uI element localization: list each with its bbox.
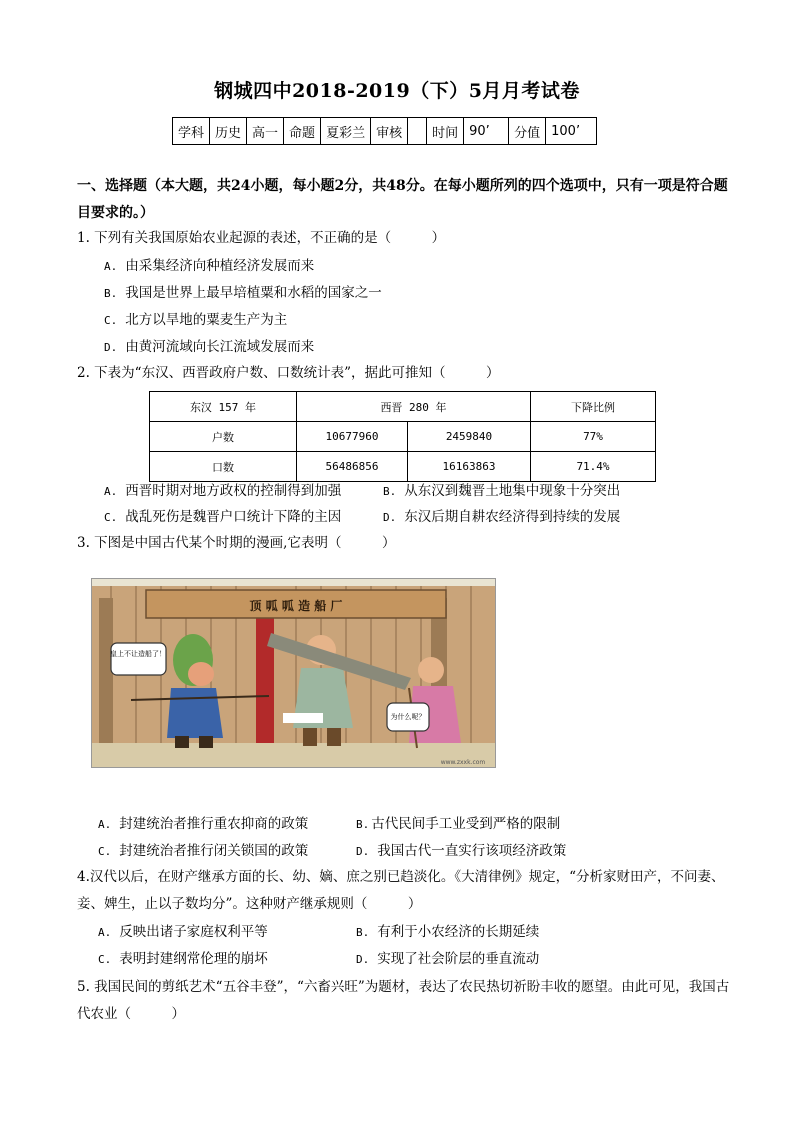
info-cell-empty [408,118,427,145]
table-row [150,452,656,482]
option-text: 我国古代一直实行该项经济政策 [377,843,567,859]
info-cell: 命题 [284,118,321,145]
question-2-option-a[interactable] [104,481,341,502]
question-3-option-d[interactable] [356,841,566,862]
exam-info-table [172,117,597,145]
option-text: 封建统治者推行闭关锁国的政策 [119,843,309,859]
option-text: 表明封建纲常伦理的崩坏 [119,951,268,967]
info-cell: 历史 [210,118,247,145]
option-letter: A. [104,260,118,273]
question-1-option-c[interactable] [104,310,287,331]
option-letter: C. [104,314,118,327]
population-table [149,391,656,482]
question-1-option-a[interactable] [104,256,314,277]
option-letter: C. [98,845,112,858]
option-letter: B. [356,818,370,831]
option-letter: D. [104,341,118,354]
table-cell: 10677960 [297,422,408,452]
question-5-stem: 5. 我国民间的剪纸艺术“五谷丰登”，“六畜兴旺”为题材，表达了农民热切祈盼丰收的愿望。由此可见，我国古代农业（ ） [77,979,730,1022]
question-4-stem: 4.汉代以后，在财产继承方面的长、幼、嫡、庶之别已趋淡化。《大清律例》规定，“分析家财田产，不问妻、妾、婢生，止以子数均分”。这种财产继承规则（ ） [77,869,725,912]
option-letter: B. [383,485,397,498]
question-3-option-b[interactable] [356,814,560,835]
table-cell: 户数 [150,422,297,452]
info-cell: 审核 [371,118,408,145]
cartoon-illustration [91,578,496,768]
option-text: 反映出诸子家庭权利平等 [119,924,268,940]
option-text: 北方以旱地的粟麦生产为主 [125,312,288,328]
option-letter: B. [356,926,370,939]
table-cell: 77% [531,422,656,452]
option-letter: C. [98,953,112,966]
info-cell: 100’ [546,118,597,145]
cartoon-image [91,578,496,768]
option-text: 东汉后期自耕农经济得到持续的发展 [404,509,621,525]
cartoon-watermark: www.zxxk.com [440,759,486,766]
table-cell: 56486856 [297,452,408,482]
table-cell: 口数 [150,452,297,482]
option-text: 由采集经济向种植经济发展而来 [125,258,315,274]
option-letter: D. [383,511,397,524]
question-3-option-c[interactable] [98,841,308,862]
option-text: 我国是世界上最早培植粟和水稻的国家之一 [125,285,382,301]
cartoon-sign-text: 顶 呱 呱 造 船 厂 [249,599,343,613]
option-text: 有利于小农经济的长期延续 [377,924,540,940]
table-row [150,422,656,452]
question-1-option-b[interactable] [104,283,382,304]
option-letter: D. [356,953,370,966]
question-2-stem: 2. 下表为“东汉、西晋政府户数、口数统计表”，据此可推知（ ） [77,365,500,381]
option-text: 由黄河流域向长江流域发展而来 [125,339,315,355]
question-1-stem: 1. 下列有关我国原始农业起源的表述，不正确的是（ ） [77,230,446,246]
option-letter: B. [104,287,118,300]
table-cell: 16163863 [408,452,531,482]
section-heading: 一、选择题（本大题，共24小题，每小题2分，共48分。在每小题所列的四个选项中，只有一项是符合题目要求的。） [77,178,728,221]
option-letter: C. [104,511,118,524]
option-text: 战乱死伤是魏晋户口统计下降的主因 [125,509,342,525]
table-header-cell: 东汉 157 年 [150,392,297,422]
question-3-option-a[interactable] [98,814,308,835]
table-cell: 71.4% [531,452,656,482]
option-text: 实现了社会阶层的垂直流动 [377,951,540,967]
info-cell: 分值 [509,118,546,145]
option-letter: A. [98,818,112,831]
question-1-option-d[interactable] [104,337,314,358]
info-cell: 学科 [173,118,210,145]
info-cell: 时间 [427,118,464,145]
table-header-cell: 西晋 280 年 [297,392,531,422]
exam-title: 钢城四中2018-2019（下）5月月考试卷 [214,80,580,102]
question-3-stem: 3. 下图是中国古代某个时期的漫画,它表明（ ） [77,535,396,551]
question-4-option-d[interactable] [356,949,539,970]
question-2-option-d[interactable] [383,507,620,528]
option-letter: A. [98,926,112,939]
question-4-option-c[interactable] [98,949,268,970]
option-text: 西晋时期对地方政权的控制得到加强 [125,483,342,499]
question-4-option-b[interactable] [356,922,539,943]
info-cell: 90’ [464,118,509,145]
question-2-option-b[interactable] [383,481,620,502]
table-cell: 2459840 [408,422,531,452]
cartoon-bubble-right: 为什么呢？ [390,713,426,721]
cartoon-bubble-left: 皇上不让造船了！ [110,650,166,658]
info-cell: 高一 [247,118,284,145]
question-4-option-a[interactable] [98,922,268,943]
table-header-cell: 下降比例 [531,392,656,422]
info-cell: 夏彩兰 [321,118,371,145]
option-letter: D. [356,845,370,858]
option-text: 从东汉到魏晋土地集中现象十分突出 [404,483,621,499]
question-2-option-c[interactable] [104,507,341,528]
option-letter: A. [104,485,118,498]
option-text: 古代民间手工业受到严格的限制 [371,816,561,832]
option-text: 封建统治者推行重农抑商的政策 [119,816,309,832]
